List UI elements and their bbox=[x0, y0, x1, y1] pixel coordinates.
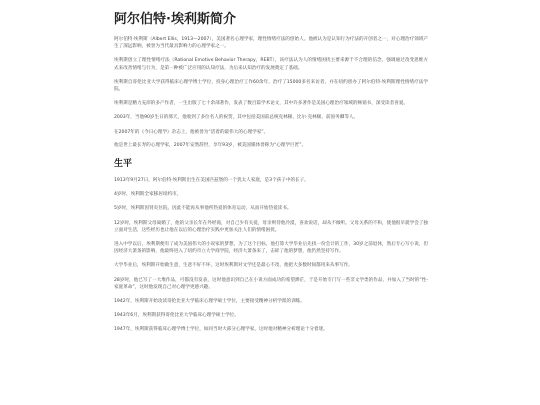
page-title: 阿尔伯特·埃利斯简介 bbox=[114, 12, 236, 27]
intro-paragraph: 埃利斯自哥伦比亚大学获得临床心理学博士学位，投身心理治疗工作60余年，治疗了15000多名来访者，并在纽约创办了阿尔伯特·埃利斯理性情绪疗法学院。 bbox=[114, 79, 428, 93]
intro-paragraph: 埃利斯创立了理性情绪疗法（Rational Emotive Behavior Therapy，REBT），该疗法认为人的情绪困扰主要来源于不合理的信念，强调通过改变思维方式来改善情绪与行为，是第一种被广泛应用的认知疗法，为后来认知治疗的发展奠定了基础。 bbox=[114, 58, 428, 71]
intro-paragraph: 2003年，当他90岁生日的那天，他收到了多位名人的祝贺，其中包括美国前总统克林顿、比尔·克林顿，前国务卿等人。 bbox=[114, 115, 359, 121]
life-paragraph: 1942年，埃利斯开始攻读哥伦比亚大学临床心理学硕士学位，主要接受精神分析学派的训练。 bbox=[114, 299, 305, 305]
intro-paragraph: 他是世上最长寿的心理学家，2007年安然辞世，享年93岁，被美国媒体誉称为“心理学巨匠”。 bbox=[114, 142, 307, 148]
life-paragraph: 大学毕业后，埃利斯开始做生意，生意不好不坏，这时埃利斯对文学还是最心不改，他把大多数时间都用来从事写作。 bbox=[114, 263, 353, 269]
life-paragraph: 5岁时，埃利斯因肾炎住院，因此不能再从事他所热爱的体育运动，从而开始热爱读书。 bbox=[114, 206, 292, 212]
life-paragraph: 1913年9月27日，阿尔伯特·埃利斯出生在美国匹兹堡的一个犹太人家庭，是3个孩子中的长子。 bbox=[114, 178, 309, 184]
life-paragraph: 进入中学以后，埃利斯便有了成为美国伟大的小说家的梦想，为了这个目标，他打算大学毕业后先找一份会计的工作，30岁之前退休，然后专心写小说，但因经济大萧条的影响，他最终进入了纽约市立大学商学院，经济大萧条来了，击碎了他的梦想，他仍然坚持写作。 bbox=[114, 242, 428, 255]
article-body bbox=[114, 36, 428, 341]
life-paragraph: 28岁时，他已写了一大堆作品，可都没有发表，这时他意识到自己在小说方面成功的希望渺茫，于是开始专门写一些非文学类的作品，并加入了当时的“性-家庭革命”，这时他发现自己对心理学更感兴趣。 bbox=[114, 277, 428, 290]
intro-paragraph: 埃利斯是精力充沛的多产作者，一生出版了七十余部著作，发表了数百篇学术论文，其中许多著作是美国心理治疗领域的畅销书，深受读者喜爱。 bbox=[114, 101, 409, 107]
life-paragraph: 1943年6月，埃利斯获得哥伦比亚大学临床心理学硕士学位。 bbox=[114, 313, 239, 319]
intro-paragraph: 在2007年的《今日心理学》杂志上，他被誉为“活着的最伟大的心理学家”。 bbox=[114, 129, 269, 135]
life-paragraph: 12岁时，埃利斯父母离婚了，他的父亲长年在外经商，对自己少有关爱，母亲则待他冷漠，喜欢说话，却从不倾听。父母关系的不和，使他很早就学会了独立面对生活，这些经历也让他在以后的心理治疗实践中更加关注人们的情绪困扰。 bbox=[114, 220, 428, 233]
section-heading-life: 生平 bbox=[114, 159, 133, 170]
life-paragraph: 1947年，埃利斯获得临床心理学博士学位，如同当时大部分心理学家，这时他对精神分析理论十分着迷。 bbox=[114, 327, 328, 333]
intro-paragraph: 阿尔伯特·埃利斯（Albert Ellis，1913—2007），美国著名心理学家，理性情绪疗法的创始人。他被认为是认知行为疗法的开创者之一，对心理治疗领域产生了深远影响，被誉为当代最具影响力的心理学家之一。 bbox=[114, 37, 428, 50]
life-paragraph: 4岁时，埃利斯全家移居纽约市。 bbox=[114, 192, 182, 198]
